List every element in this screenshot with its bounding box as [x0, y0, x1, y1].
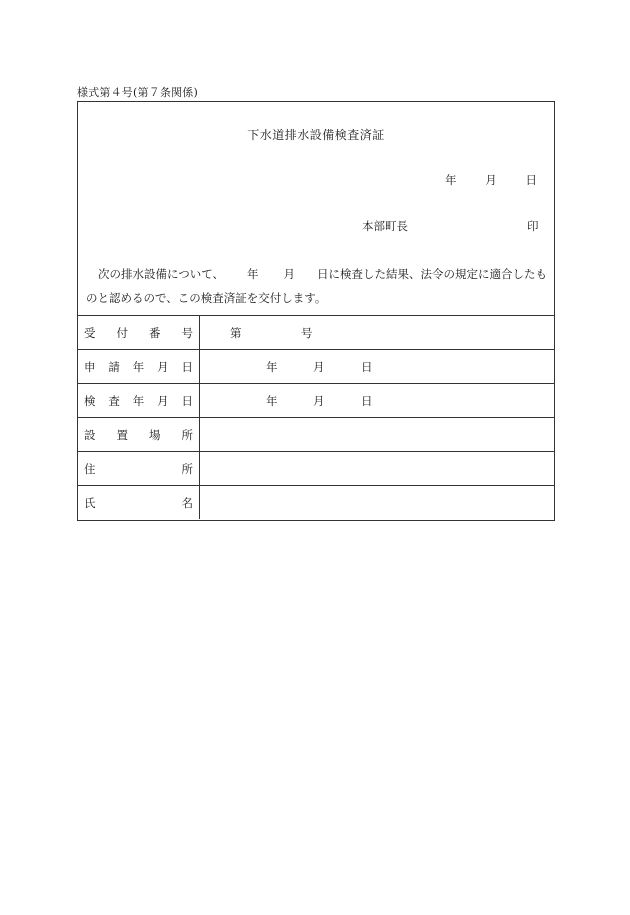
inspection-year-label: 年 — [266, 394, 278, 408]
label-char: 所 — [181, 427, 193, 442]
statement-year-label: 年 — [247, 267, 259, 281]
label-char: 年 — [132, 359, 145, 374]
table-row-installation-location — [77, 417, 555, 451]
application-date-label — [77, 350, 200, 383]
table-row-reception-number — [77, 315, 555, 349]
label-char: 請 — [108, 359, 120, 374]
statement-text-c: のと認めるので、この検査済証を交付します。 — [86, 291, 327, 305]
statement-line-2 — [86, 286, 550, 310]
issue-date — [445, 172, 537, 188]
issue-year-label: 年 — [445, 173, 457, 187]
label-char: 月 — [157, 393, 169, 408]
table-row-address — [77, 451, 555, 485]
label-char: 置 — [116, 427, 128, 442]
certificate-frame — [77, 101, 555, 521]
inspection-date-label — [77, 384, 200, 417]
label-char: 検 — [84, 393, 96, 408]
name-field[interactable] — [200, 486, 555, 519]
application-year-label: 年 — [266, 360, 278, 374]
form-number-label: 様式第４号(第７条関係) — [77, 86, 198, 99]
statement-text-b: 日に検査した結果、法令の規定に適合したも — [317, 267, 548, 281]
certificate-table — [77, 315, 555, 519]
application-month-label: 月 — [313, 360, 325, 374]
statement-month-label: 月 — [283, 267, 296, 281]
issue-day-label: 日 — [525, 173, 537, 187]
inspection-day-label: 日 — [361, 394, 373, 408]
label-char: 号 — [181, 325, 193, 340]
label-char: 設 — [84, 427, 96, 442]
label-char: 所 — [181, 461, 193, 476]
label-char: 受 — [84, 325, 96, 340]
issuer-name: 本部町長 — [362, 219, 408, 233]
label-char: 名 — [181, 495, 193, 510]
number-prefix: 第 — [230, 326, 242, 340]
statement-line-1 — [86, 262, 550, 286]
label-char: 査 — [108, 393, 120, 408]
table-row-application-date — [77, 349, 555, 383]
statement-text-a: 次の排水設備について、 — [98, 267, 225, 281]
reception-number-label — [77, 316, 200, 349]
label-char: 付 — [116, 325, 128, 340]
inspection-date-field[interactable] — [200, 384, 555, 417]
label-char: 氏 — [84, 495, 96, 510]
label-char: 住 — [84, 461, 96, 476]
issue-month-label: 月 — [485, 173, 497, 187]
name-label — [77, 486, 200, 519]
installation-location-field[interactable] — [200, 418, 555, 451]
inspection-month-label: 月 — [313, 394, 325, 408]
reception-number-field[interactable] — [200, 316, 555, 349]
seal-mark: 印 — [527, 219, 539, 233]
number-suffix: 号 — [301, 326, 313, 340]
table-row-inspection-date — [77, 383, 555, 417]
installation-location-label — [77, 418, 200, 451]
label-char: 申 — [84, 359, 96, 374]
label-char: 年 — [132, 393, 145, 408]
label-char: 日 — [181, 393, 193, 408]
application-date-field[interactable] — [200, 350, 555, 383]
certificate-title: 下水道排水設備検査済証 — [247, 128, 385, 142]
label-char: 月 — [157, 359, 169, 374]
table-row-name — [77, 485, 555, 519]
certificate-statement — [86, 262, 550, 310]
address-field[interactable] — [200, 452, 555, 485]
label-char: 番 — [149, 325, 161, 340]
application-day-label: 日 — [361, 360, 373, 374]
address-label — [77, 452, 200, 485]
label-char: 場 — [149, 427, 161, 442]
label-char: 日 — [181, 359, 193, 374]
